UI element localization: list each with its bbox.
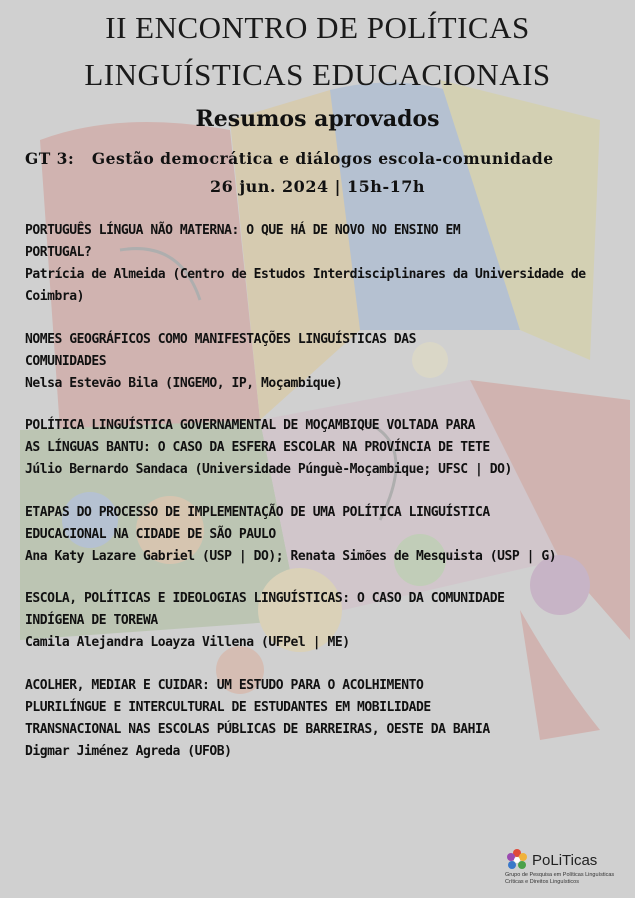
abstract-title: ESCOLA, POLÍTICAS E IDEOLOGIAS LINGUÍSTICAS: O CASO DA COMUNIDADE INDÍGENA DE TOREWA — [25, 591, 505, 628]
colorful-flower-logo-icon — [505, 848, 529, 872]
abstract-entry-3 — [25, 415, 615, 481]
abstract-title: ETAPAS DO PROCESSO DE IMPLEMENTAÇÃO DE UMA POLÍTICA LINGUÍSTICA EDUCACIONAL NA CIDADE DE SÃO PAULO — [25, 505, 490, 542]
abstract-authors: Patrícia de Almeida (Centro de Estudos Interdisciplinares da Universidade de Coimbra) — [25, 267, 586, 304]
abstract-title: NOMES GEOGRÁFICOS COMO MANIFESTAÇÕES LINGUÍSTICAS DAS COMUNIDADES — [25, 332, 416, 369]
abstract-title: ACOLHER, MEDIAR E CUIDAR: UM ESTUDO PARA O ACOLHIMENTO PLURILÍNGUE E INTERCULTURAL DE ESTUDANTES EM MOBILIDADE TRANSNACIONAL NAS ESCOLAS PÚBLICAS DE BARREIRAS, OESTE DA BAHIA — [25, 678, 490, 737]
abstract-entry-2 — [25, 329, 615, 395]
abstract-entry-4 — [25, 502, 615, 568]
event-title-line-2: LINGUÍSTICAS EDUCACIONAIS — [84, 57, 551, 92]
logo-name: PoLiTicas — [532, 852, 598, 869]
event-title-line-1: II ENCONTRO DE POLÍTICAS — [105, 10, 530, 45]
abstract-entry-1 — [25, 220, 615, 308]
session-date: 26 jun. 2024 | 15h-17h — [210, 177, 425, 196]
subtitle: Resumos aprovados — [195, 106, 440, 132]
politicas-logo — [505, 848, 630, 893]
abstract-authors: Júlio Bernardo Sandaca (Universidade Púnguè-Moçambique; UFSC | DO) — [25, 462, 512, 477]
logo-tagline: Grupo de Pesquisa em Políticas Linguísticas Críticas e Direitos Linguísticos — [505, 872, 615, 885]
abstract-authors: Camila Alejandra Loayza Villena (UFPel | ME) — [25, 635, 350, 650]
abstract-entry-5 — [25, 588, 615, 654]
abstract-authors: Nelsa Estevão Bila (INGEMO, IP, Moçambique) — [25, 376, 343, 391]
abstract-authors: Ana Katy Lazare Gabriel (USP | DO); Renata Simões de Mesquista (USP | G) — [25, 549, 557, 564]
working-group: GT 3: Gestão democrática e diálogos escola-comunidade — [25, 149, 554, 168]
abstract-title: POLÍTICA LINGUÍSTICA GOVERNAMENTAL DE MOÇAMBIQUE VOLTADA PARA AS LÍNGUAS BANTU: O CASO DA ESFERA ESCOLAR NA PROVÍNCIA DE TETE — [25, 418, 490, 455]
abstract-authors: Digmar Jiménez Agreda (UFOB) — [25, 744, 232, 759]
abstract-title: PORTUGUÊS LÍNGUA NÃO MATERNA: O QUE HÁ DE NOVO NO ENSINO EM PORTUGAL? — [25, 223, 461, 260]
abstract-entry-6 — [25, 675, 615, 763]
